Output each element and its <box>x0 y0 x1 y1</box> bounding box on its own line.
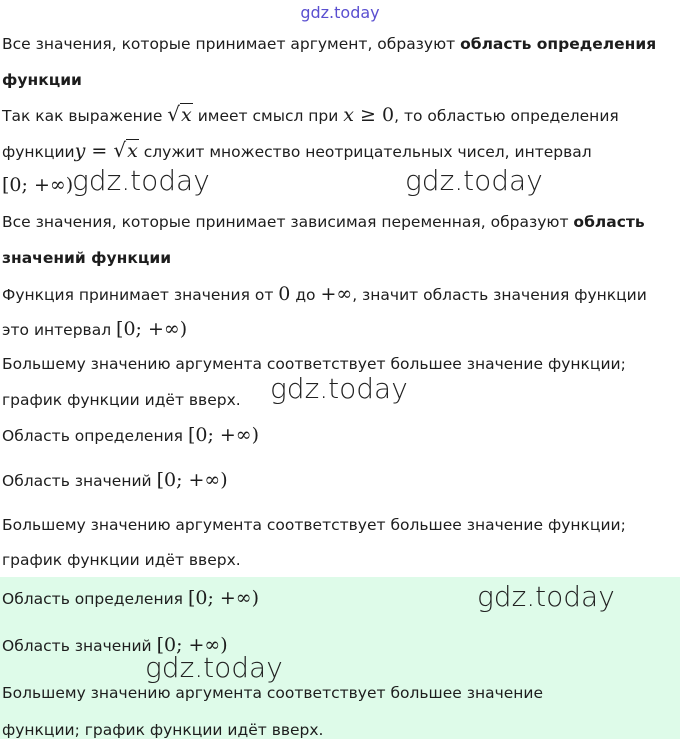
block2-line2: функции; график функции идёт вверх. <box>2 721 324 739</box>
range-label: Область значений <box>2 637 157 655</box>
p2-text-e: служит множество неотрицательных чисел, интервал <box>138 143 592 161</box>
p3-bold: область <box>573 213 645 231</box>
watermark: gdz.today <box>270 372 408 405</box>
p4-line2 <box>2 318 187 340</box>
p2-text-a: Так как выражение <box>2 107 168 125</box>
block1-range <box>2 469 228 491</box>
watermark: gdz.today <box>405 164 543 197</box>
cond-val: 0 <box>382 104 395 126</box>
cond-var: x <box>343 104 354 126</box>
p2-line2 <box>2 138 592 162</box>
p3-line2 <box>2 249 171 267</box>
sqrt-sign: √ <box>167 102 181 126</box>
block1-line2: график функции идёт вверх. <box>2 551 241 569</box>
p1-bold-cont: функции <box>2 71 82 89</box>
watermark: gdz.today <box>477 580 615 613</box>
block2-domain <box>2 587 259 609</box>
p2-text-b: имеет смысл при <box>192 107 344 125</box>
cond-op: ≥ <box>354 104 382 126</box>
p4-line1 <box>2 283 647 305</box>
p4-to: +∞ <box>320 283 353 305</box>
domain-value: [0; +∞) <box>187 587 260 609</box>
p2-line3 <box>2 174 73 196</box>
p4-text-d: это интервал <box>2 321 117 339</box>
p3-bold-cont: значений функции <box>2 249 172 267</box>
p4-from: 0 <box>278 283 291 305</box>
range-value: [0; +∞) <box>156 469 228 491</box>
p4-text-c: , значит область значения функции <box>352 286 647 304</box>
p2-line1 <box>2 102 619 126</box>
block1-line1: Большему значению аргумента соответствует большее значение функции; <box>2 516 626 534</box>
range-value: [0; +∞) <box>156 634 228 656</box>
p5-line2: график функции идёт вверх. <box>2 391 241 409</box>
p1-line1 <box>2 35 656 53</box>
domain-label: Область определения <box>2 590 188 608</box>
block2-line1: Большему значению аргумента соответствует большее значение <box>2 684 544 702</box>
domain-label: Область определения <box>2 427 188 445</box>
domain-value: [0; +∞) <box>187 424 260 446</box>
sqrt-sign-2: √ <box>113 138 127 162</box>
domain-interval: [0; +∞) <box>2 174 74 196</box>
range-interval: [0; +∞) <box>116 318 188 340</box>
p3-line1 <box>2 213 645 231</box>
p2-text-c: , то областью определения <box>394 107 619 125</box>
watermark: gdz.today <box>72 164 210 197</box>
p5-line1: Большему значению аргумента соответствует большее значение функции; <box>2 355 626 373</box>
sqrt-argument-2: x <box>127 140 138 162</box>
range-label: Область значений <box>2 472 157 490</box>
p1-text: Все значения, которые принимает аргумент, образуют <box>2 35 461 53</box>
p4-text-a: Функция принимает значения от <box>2 286 279 304</box>
block1-domain <box>2 424 259 446</box>
function-formula: y = <box>74 140 114 162</box>
p2-text-d: функции <box>2 143 75 161</box>
header-watermark: gdz.today <box>300 3 380 22</box>
sqrt-argument: x <box>181 104 192 126</box>
p1-line2 <box>2 71 82 89</box>
p3-text: Все значения, которые принимает зависимая переменная, образуют <box>2 213 574 231</box>
p1-bold: область определения <box>460 35 657 53</box>
p4-text-b: до <box>290 286 321 304</box>
watermark: gdz.today <box>145 651 283 684</box>
